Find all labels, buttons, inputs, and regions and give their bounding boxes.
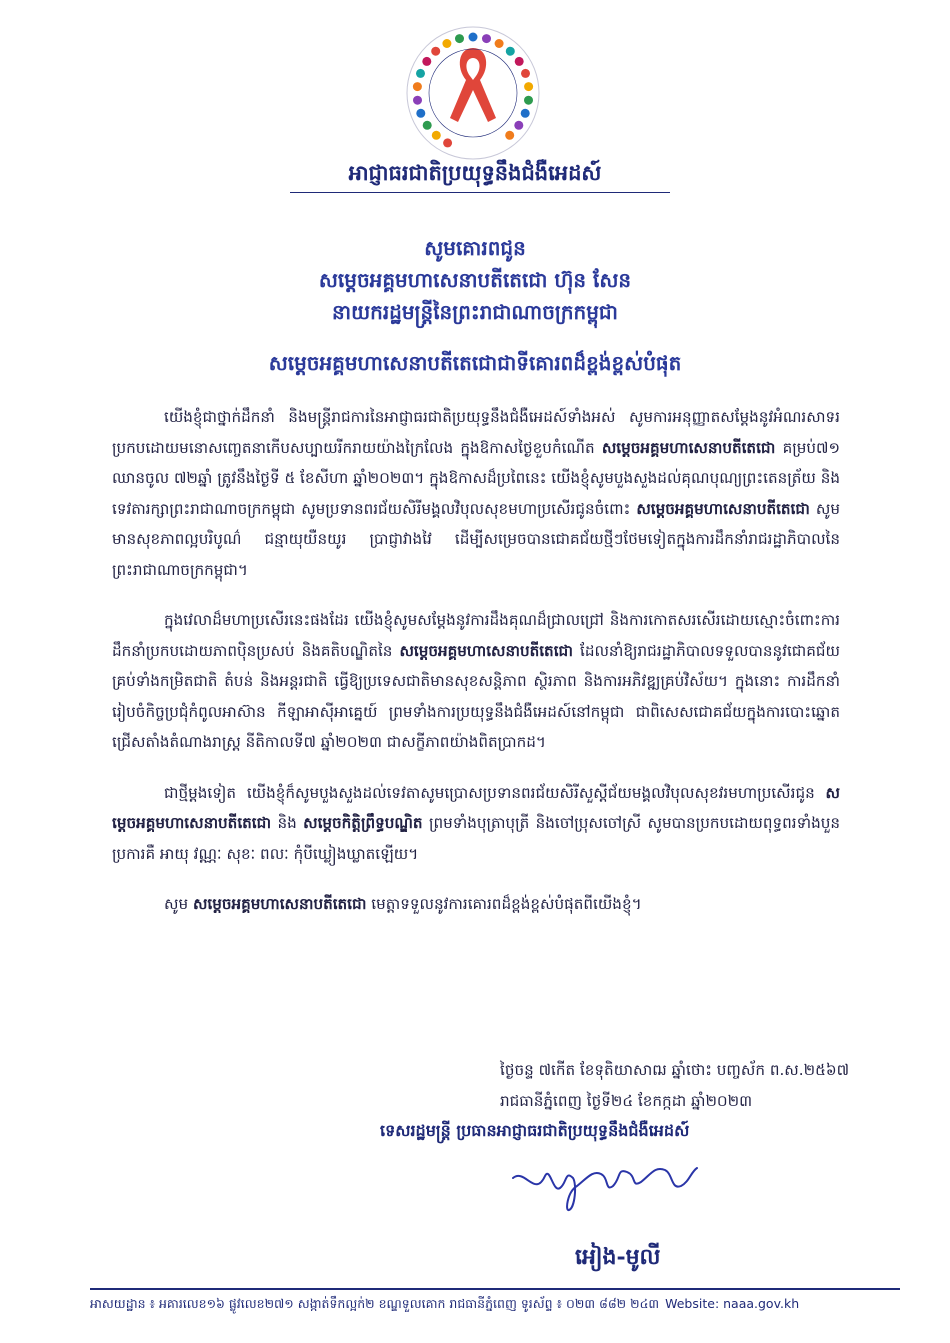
logo-figure-dot bbox=[413, 96, 422, 105]
closing-paragraph bbox=[112, 889, 840, 920]
p1-text-d: សូមមានសុខភាពល្អបរិបូណ៌ ជន្មាយុយឺនយូរ ប្រាជ្ញាវាងវៃ ដើម្បីសម្រេចបានជោគជ័យថ្មីៗថែមទៀតក្នុងការដឹកនាំរាជរដ្ឋាភិបាលនៃព្រះរាជាណាចក្រកម្ពុជា។ bbox=[112, 499, 840, 579]
logo-figure-dot bbox=[432, 131, 441, 140]
p1-text-a: យើងខ្ញុំជាថ្នាក់ដឹកនាំ និងមន្ត្រីរាជការនៃអាជ្ញាធរជាតិប្រយុទ្ធនឹងជំងឺអេដស៍ទាំងអស់ សូមការអនុញ្ញាតសម្តែងនូវអំណរសាទរ ប្រកបដោយមនោសញ្ចេតនាកើបសប្បាយរីករាយយ៉ាងក្រៃលែង ក្នុងឱកាសថ្ងៃខួបកំណើត bbox=[112, 408, 840, 457]
logo-figure-dot bbox=[416, 69, 425, 78]
logo-figure-dot bbox=[524, 96, 533, 105]
footer-divider bbox=[90, 1288, 900, 1290]
p3-text-d: ព្រមទាំងបុត្រាបុត្រី និងចៅប្រុសចៅស្រី សូមបានប្រកបដោយពុទ្ធពរទាំងបួនប្រការគឺ អាយុ វណ្ណៈ សុខៈ ពលៈ កុំបីឃ្លៀងឃ្លាតឡើយ។ bbox=[112, 814, 840, 863]
p3-text-a: ជាថ្មីម្តងទៀត យើងខ្ញុំក៏សូមបួងសួងដល់ទេវតាសូមប្រោសប្រទានពរជ័យសិរីសួស្តីជ័យមង្គលវិបុលសុខវរមហាប្រសើរជូន bbox=[164, 783, 826, 802]
p3-bold-2: សម្តេចកិត្តិព្រឹទ្ធបណ្ឌិត bbox=[303, 814, 423, 832]
logo-figure-dot bbox=[521, 69, 530, 78]
logo-figure-dot bbox=[455, 34, 464, 43]
handwritten-signature-icon bbox=[505, 1148, 705, 1218]
paragraph-1 bbox=[112, 402, 840, 585]
logo-figure-dot bbox=[506, 47, 515, 56]
naa-logo bbox=[398, 18, 548, 168]
logo-figure-dot bbox=[495, 39, 504, 48]
signer-title: ទេសរដ្ឋមន្ត្រី ប្រធានអាជ្ញាធរជាតិប្រយុទ្ធនឹងជំងឺអេដស៍ bbox=[380, 1121, 690, 1140]
logo-figure-dot bbox=[505, 131, 514, 140]
logo-figure-dot bbox=[423, 121, 432, 130]
logo-figure-dot bbox=[442, 39, 451, 48]
salutation-line-1: សូមគោរពជូន bbox=[424, 236, 526, 260]
salutation-line-3: នាយករដ្ឋមន្ត្រីនៃព្រះរាជាណាចក្រកម្ពុជា bbox=[332, 300, 618, 324]
p3-text-c: និង bbox=[271, 814, 304, 832]
logo-figure-dot bbox=[413, 82, 422, 91]
footer bbox=[90, 1296, 900, 1315]
logo-figure-dot bbox=[514, 121, 523, 130]
logo-figure-dot bbox=[422, 57, 431, 66]
organization-name: អាជ្ញាធរជាតិប្រយុទ្ធនឹងជំងឺអេដស៍ bbox=[348, 160, 602, 185]
p2-text-c: ដែលនាំឱ្យរាជរដ្ឋាភិបាលទទួលបាននូវជោគជ័យគ្រប់ទាំងកម្រិតជាតិ តំបន់ និងអន្តរជាតិ ធ្វើឱ្យប្រទេសជាតិមានសុខសន្តិភាព ស្ថិរភាព និងការអភិវឌ្ឍគ្រប់វិស័យ។ ក្នុងនោះ ការដឹកនាំរៀបចំកិច្ចប្រជុំកំពូលអាស៊ាន កីឡាអាស៊ីអាគ្នេយ៍ ព្រមទាំងការប្រយុទ្ធនឹងជំងឺអេដស៍នៅកម្ពុជា ជាពិសេសជោគជ័យក្នុងការបោះឆ្នោតជ្រើសតាំងតំណាងរាស្ត្រ នីតិកាលទី៧ ឆ្នាំ២០២៣ ជាសក្ខីភាពយ៉ាងពិតប្រាកដ។ bbox=[112, 641, 840, 751]
logo-figure-dot bbox=[469, 33, 478, 42]
signer-name: អៀង-មូលី bbox=[575, 1244, 661, 1270]
logo-figure-dot bbox=[524, 82, 533, 91]
letter-body bbox=[112, 402, 840, 940]
salutation-line-2: សម្តេចអគ្គមហាសេនាបតីតេជោ ហ៊ុន សែន bbox=[318, 268, 632, 292]
p1-text-c: គម្រប់៧១ ឈានចូល ៧២ឆ្នាំ ត្រូវនឹងថ្ងៃទី ៥ ខែសីហា ឆ្នាំ២០២៣។ ក្នុងឱកាសដ៏ប្រពៃនេះ យើងខ្ញុំសូមបួងសួងដល់គុណបុណ្យព្រះតេនត្រ័យ និងទេវតារក្សាព្រះរាជាណាចក្រកម្ពុជា សូមប្រទានពរជ័យសិរីមង្គលវិបុលសុខមហាប្រសើរជូនចំពោះ bbox=[112, 438, 840, 518]
logo-figure-dot bbox=[482, 34, 491, 43]
p1-bold-2: សម្តេចអគ្គមហាសេនាបតីតេជោ bbox=[636, 499, 810, 518]
logo-figure-dot bbox=[416, 109, 425, 118]
logo-figure-dot bbox=[515, 57, 524, 66]
logo-figure-dot bbox=[521, 109, 530, 118]
lunar-date: ថ្ងៃចន្ទ ៧កើត ខែទុតិយាសាឍ ឆ្នាំថោះ បញ្ចស័ក ព.ស.២៥៦៧ bbox=[500, 1061, 850, 1079]
footer-website: Website: naaa.gov.kh bbox=[665, 1296, 800, 1311]
logo-figure-dot bbox=[431, 47, 440, 56]
solar-date: រាជធានីភ្នំពេញ ថ្ងៃទី២៤ ខែកក្កដា ឆ្នាំ២០២៣ bbox=[500, 1091, 753, 1110]
subject-line: សម្តេចអគ្គមហាសេនាបតីតេជោជាទីគោរពដ៏ខ្ពង់ខ្ពស់បំផុត bbox=[268, 351, 682, 375]
p1-bold-1: សម្តេចអគ្គមហាសេនាបតីតេជោ bbox=[601, 438, 776, 457]
p3-bold-1: សម្តេចអគ្គមហាសេនាបតីតេជោ bbox=[112, 783, 840, 832]
close-text-c: មេត្តាទទួលនូវការគោរពដ៏ខ្ពង់ខ្ពស់បំផុតពីយើងខ្ញុំ។ bbox=[366, 895, 642, 913]
paragraph-2 bbox=[112, 605, 840, 758]
salutation-block bbox=[0, 232, 950, 328]
date-block bbox=[500, 1055, 849, 1116]
footer-address: អាសយដ្ឋាន ៖ អគារលេខ១៦ ផ្លូវលេខ២៧១ សង្កាត់ទឹកល្អក់២ ខណ្ឌទួលគោក រាជធានីភ្នំពេញ ទូរស័ព្ទ ៖ ០២៣ ៨៨២ ២៤៣ bbox=[90, 1296, 660, 1311]
red-ribbon-logo-icon bbox=[398, 18, 548, 168]
close-bold: សម្តេចអគ្គមហាសេនាបតីតេជោ bbox=[192, 895, 367, 913]
close-text-a: សូម bbox=[164, 895, 193, 913]
logo-figure-dot bbox=[443, 138, 452, 147]
header-divider bbox=[290, 192, 670, 193]
p2-text-a: ក្នុងវេលាដ៏មហាប្រសើរនេះផងដែរ យើងខ្ញុំសូមសម្តែងនូវការដឹងគុណដ៏ជ្រាលជ្រៅ និងការកោតសរសើរដោយស្មោះចំពោះការដឹកនាំប្រកបដោយភាពប៉ិនប្រសប់ និងគតិបណ្ឌិតនៃ bbox=[112, 611, 840, 660]
paragraph-3 bbox=[112, 778, 840, 870]
p2-bold: សម្តេចអគ្គមហាសេនាបតីតេជោ bbox=[399, 641, 573, 660]
